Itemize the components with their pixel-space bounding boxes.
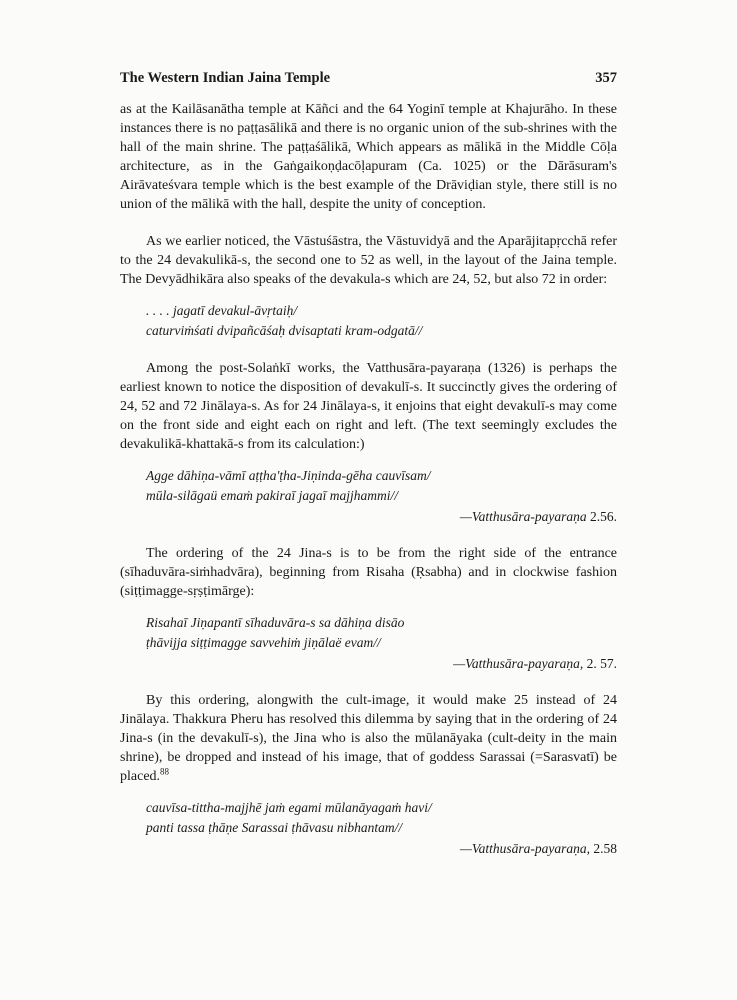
verse-block-2 <box>146 466 617 506</box>
source-ref: 2.58 <box>593 841 617 856</box>
paragraph-3: Among the post-Solaṅkī works, the Vatthusāra-payaraṇa (1326) is perhaps the earliest known to notice the disposition of devakulī-s. It succinctly gives the ordering of 24, 52 and 72 Jinālaya-s. As for 24 Jinālaya-s, it enjoins that eight devakulī-s may come on the front side and eight each on right and left. (The text seemingly excludes the devakulikā-khattakā-s from its calculation:) <box>120 361 617 452</box>
verse-line: caturviṁśati dvipañcāśaḥ dvisaptati kram-odgatā// <box>146 323 423 338</box>
verse-source-2 <box>120 508 617 526</box>
verse-block-3 <box>146 613 617 653</box>
verse-line: Agge dāhiṇa-vāmī aṭṭha'ṭha-Jiṇinda-gēha cauvīsam/ <box>146 468 431 483</box>
verse-line: cauvīsa-tittha-majjhē jaṁ egami mūlanāyagaṁ havi/ <box>146 800 432 815</box>
paragraph-1: as at the Kailāsanātha temple at Kāñci and the 64 Yoginī temple at Khajurāho. In these instances there is no paṭṭasālikā and there is no organic union of the sub-shrines with the hall of the main shrine. The paṭṭaśālikā, Which appears as mālikā in the Middle Cōḷa architecture, as in the Gaṅgaikoṇḍacōḷapuram (Ca. 1025) or the Dārāsuram's Airāvateśvara temple which is the best example of the Drāviḍian style, there still is no union of the mālikā with the hall, despite the unity of conception. <box>120 102 617 212</box>
source-ref: 2.56. <box>590 509 617 524</box>
verse-source-4 <box>120 840 617 858</box>
paragraph-4: The ordering of the 24 Jina-s is to be from the right side of the entrance (sīhaduvāra-siṁhadvāra), beginning from Risaha (Ṛsabha) and in clockwise fashion (siṭṭimagge-sṛṣṭimārge): <box>120 546 617 599</box>
verse-line: ṭhāvijja siṭṭimagge savvehiṁ jiṇālaë evam// <box>146 635 381 650</box>
verse-block-4 <box>146 798 617 838</box>
page-number: 357 <box>595 70 617 86</box>
paragraph-5-text: By this ordering, alongwith the cult-image, it would make 25 instead of 24 Jinālaya. Thakkura Pheru has resolved this dilemma by saying that in the ordering of 24 Jina-s (in the devakulī-s), the Jina who is also the mūlanāyaka (cult-deity in the main shrine), be dropped and instead of his image, that of goddess Sarassai (=Sarasvatī) be placed. <box>120 693 617 784</box>
paragraph-2: As we earlier noticed, the Vāstuśāstra, the Vāstuvidyā and the Aparājitapṛcchā refer to the 24 devakulikā-s, the second one to 52 as well, in the layout of the Jaina temple. The Devyādhikāra also speaks of the devakula-s which are 24, 52, but also 72 in order: <box>120 234 617 287</box>
footnote-mark: 88 <box>160 766 170 777</box>
verse-line: . . . . jagatī devakul-āvṛtaiḥ/ <box>146 303 298 318</box>
page-body <box>120 100 617 858</box>
verse-line: mūla-silāgaü emaṁ pakiraī jagaī majjhammi// <box>146 488 398 503</box>
verse-block-1 <box>146 301 617 341</box>
source-title: —Vatthusāra-payaraṇa, <box>459 841 590 856</box>
running-title: The Western Indian Jaina Temple <box>120 70 331 86</box>
verse-line: panti tassa ṭhāṇe Sarassai ṭhāvasu nibhantam// <box>146 820 403 835</box>
verse-line: Risahaī Jiṇapantī sīhaduvāra-s sa dāhiṇa disāo <box>146 615 405 630</box>
source-title: —Vatthusāra-payaraṇa, <box>453 656 584 671</box>
source-title: —Vatthusāra-payaraṇa <box>459 509 587 524</box>
verse-source-3 <box>120 655 617 673</box>
source-ref: 2. 57. <box>586 656 617 671</box>
paragraph-5 <box>120 691 617 786</box>
page-header <box>120 70 617 90</box>
